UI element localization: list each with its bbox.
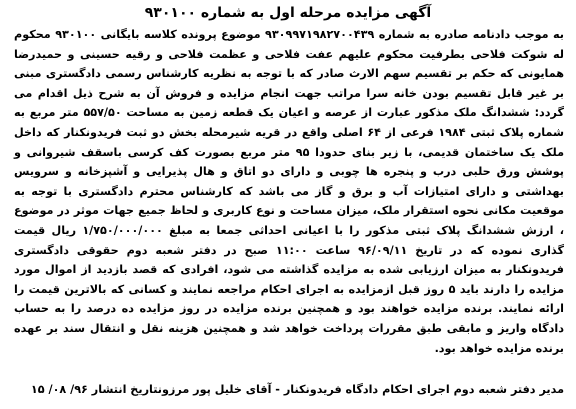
notice-body: به موجب دادنامه صادره به شماره ۹۳۰۹۹۷۱۹۸۲۷۰۰۴۳۹ موضوع پرونده کلاسه بایگانی ۹۳۰۱۰۰ محکوم له شوکت فلاحی بطرفیت محکوم علیهم عفت فلاحی و عظمت فلاحی و رقیه حسینی و حمیدرضا همایونی که حکم بر تقسیم سهم الارث صادر که با توجه به نظریه کارشناس رسمی دادگستری مبنی بر غیر قابل تقسیم بودن خانه سرا مراتب جهت انجام مزایده و فروش آن به شرح ذیل اقدام می گردد: ششدانگ ملک مذکور عبارت از عرصه و اعیان یک قطعه زمین به مساحت ۵۵۷/۵۰ متر مربع به شماره پلاک ثبتی ۱۹۸۴ فرعی از ۶۴ اصلی واقع در قریه شیرمحله بخش دو ثبت فریدونکنار که داخل ملک یک ساختمان قدیمی، با زیر بنای حدودا ۹۵ متر مربع بصورت کف کرسی باسقف شیروانی و پوشش ورق حلبی درب و پنجره ها چوبی و دارای دو اتاق و هال پذیرایی و آشپزخانه و سرویس بهداشتی و دارای امتیازات آب و برق و گاز می باشد که کارشناس محترم دادگستری با توجه به موقعیت مکانی نحوه استقرار ملک، میزان مساحت و نوع کاربری و لحاظ جمیع جهات موثر در موضوع ، ارزش ششدانگ پلاک ثبتی مذکور را با اعیانی احداثی جمعا به مبلغ ۱/۷۵۰/۰۰۰/۰۰۰ ریال قیمت گذاری نموده که در تاریخ ۹۶/۰۹/۱۱ ساعت ۱۱:۰۰ صبح در دفتر شعبه دوم حقوقی دادگستری فریدونکنار به میزان ارزیابی شده به مزایده گذاشته می شود، افرادی که قصد بازدید از اموال مورد مزایده را دارند باید ۵ روز قبل ازمزایده به اجرای احکام مراجعه نمایند و کسانی که بالاترین قیمت را ارائه نمایند. برنده مزایده خواهند بود و همچنین برنده مزایده در روز مزایده ده درصد را به حساب دادگاه واریز و مابقی طبق مقررات پرداخت خواهد شد و همچنین هزینه نقل و انتقال سند بر عهده برنده مزایده خواهد بود.: [14, 28, 565, 355]
notice-footer: مدیر دفتر شعبه دوم اجرای احکام دادگاه فریدونکنار - آقای خلیل پور مرزونتاریخ انتشار ۹۶/ ۰۸/ ۱۵: [30, 383, 564, 396]
notice-title: آگهی مزایده مرحله اول به شماره ۹۳۰۱۰۰: [144, 5, 432, 21]
